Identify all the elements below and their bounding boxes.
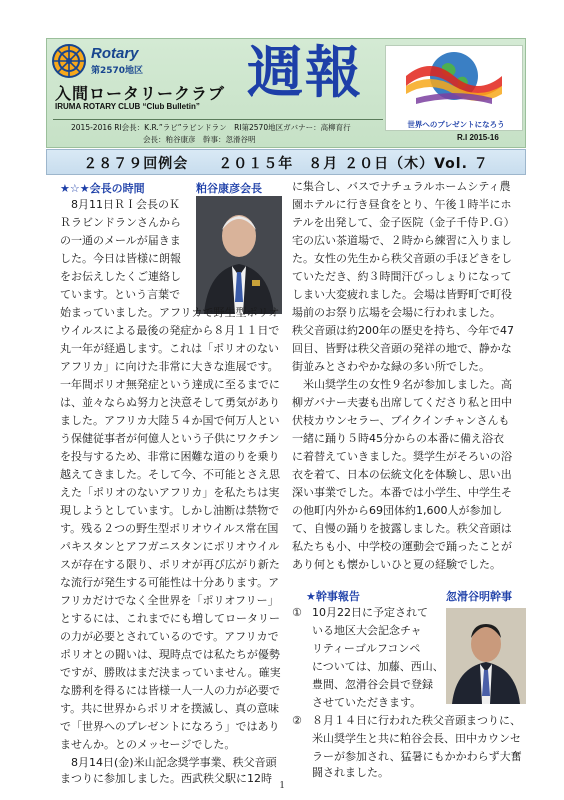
text-line: に着替えていきました。奨学生がそろいの浴: [292, 450, 512, 463]
text-line: 闘されました。: [312, 766, 389, 779]
text-line: う保健従事者が何億人という子供にワクチン: [60, 432, 280, 445]
text-line: テルを出発して、金子医院（金子千侍Ｐ.Ｇ）: [292, 216, 515, 229]
text-line: 豊間、忽滑谷会員で登録: [312, 678, 433, 691]
text-line: の他町内外から69団体約1,600人が参加し: [292, 504, 503, 517]
ri-theme-text: 世界へのプレゼントになろう: [407, 120, 505, 129]
rotary-wheel-icon: [51, 43, 87, 79]
text-line: ですが、勝敗はまだ決まっていません。確実: [60, 666, 281, 679]
text-line: て、自慢の踊りを披露しました。秩父音頭は: [292, 522, 512, 535]
text-line: 越えてきました。そして今、不可能とさえ思: [60, 468, 280, 481]
text-line: 8月11日ＲＩ会長のＫ: [60, 198, 180, 211]
text-line: た。女性の先生から秩父音頭の手ほどきをし: [292, 252, 512, 265]
ri-year: R.I 2015-16: [457, 133, 499, 142]
text-line: リティーゴルフコンペ: [312, 642, 421, 655]
officers-line-1: 2015-2016 RI会長：K.R.”ラビ”ラビンドラン RI第2570地区ガバナー：高柳育行: [71, 123, 351, 132]
text-line: 一緒に踊り５時45分からの本番に備え浴衣: [292, 432, 504, 445]
text-line: 米山奨学生の女性９名が参加しました。高: [292, 378, 512, 391]
text-line: す。残る２つの野生型ポリオウイルス常在国: [60, 522, 279, 535]
list-number: ①: [292, 606, 302, 619]
secretary-portrait-icon: [446, 608, 526, 704]
text-line: ポリオとの闘いは、現時点では私たちが優勢: [60, 648, 280, 661]
text-line: 米山奨学生と共に粕谷会長、田中カウンセ: [312, 732, 521, 745]
text-line: 8月14日(金)米山記念奨学事業、秩父音頭: [60, 756, 277, 769]
section-author-president: 粕谷康彦会長: [196, 182, 262, 195]
header-divider: [53, 119, 383, 120]
meeting-banner: [46, 149, 526, 175]
text-line: した。今日は皆様に朗報: [60, 252, 181, 265]
text-line: いる地区大会記念チャ: [312, 624, 422, 637]
president-photo: [196, 196, 282, 314]
text-line: 宅の広い茶道場で、２時から練習に入りまし: [292, 234, 512, 247]
club-name-en: IRUMA ROTARY CLUB “Club Bulletin”: [55, 102, 200, 111]
globe-ribbon-icon: [386, 46, 522, 120]
text-line: ていただき、約３時間汗びっしょりになって: [292, 270, 512, 283]
text-line: させていただきます。: [312, 696, 422, 709]
bulletin-title: 週報: [247, 40, 363, 106]
text-line: 一年間ポリオ無発症という達成に至るまでに: [60, 378, 280, 391]
president-portrait-icon: [196, 196, 282, 314]
text-line: 衣を着て、日本の伝統文化を体験し、思い出: [292, 468, 512, 481]
text-line: ています。という言葉で: [60, 288, 181, 301]
text-line: をお伝えしたくご連絡し: [60, 270, 181, 283]
text-line: えた「ポリオのないアフリカ」を私たちは実: [60, 486, 280, 499]
club-name-jp: 入間ロータリークラブ: [55, 84, 226, 103]
bulletin-header: [46, 38, 526, 148]
text-line: 街並みとさわやかな緑の多い所でした。: [292, 360, 490, 373]
text-line: な流行が発生する可能性は十分あります。ア: [60, 576, 280, 589]
text-line: 私たちも小、中学校の運動会で踊ったことが: [292, 540, 512, 553]
text-line: 園ホテルに行き昼食をとり、午後１時半にホ: [292, 198, 512, 211]
text-line: については、加藤、西山、: [312, 660, 444, 673]
text-line: で「世界へのプレゼントになろう」ではあり: [60, 720, 280, 733]
text-line: 現しようとしています。しかし油断は禁物で: [60, 504, 280, 517]
text-line: 秩父音頭は約200年の歴史を持ち、今年で47: [292, 324, 514, 337]
text-line: あり何とも懐かしいひと夏の経験でした。: [292, 558, 501, 571]
text-line: パキスタンとアフガニスタンにポリオウイル: [60, 540, 280, 553]
text-line: に集合し、バスでナチュラルホームシティ農: [292, 180, 511, 193]
text-line: 丸一年が経過します。これは「ポリオのない: [60, 342, 280, 355]
text-line: とするには、これまでにも増してロータリー: [60, 612, 280, 625]
text-line: 柳ガバナー夫妻も出席してくださり私と田中: [292, 396, 512, 409]
text-line: 伏枝カウンセラー、ブイクインチャンさんも: [292, 414, 510, 427]
text-line: な勝利を得るには皆様一人一人の力が必要で: [60, 684, 280, 697]
text-line: 深い事業でした。本番では小学生、中学生そ: [292, 486, 512, 499]
officers-line-2: 会長：粕谷康彦 幹事：忽滑谷明: [143, 135, 256, 144]
section-title-secretary: ★幹事報告: [306, 590, 360, 603]
text-line: スが存在する限り、ポリオが再び広がり新た: [60, 558, 280, 571]
text-line: 回目、皆野は秩父音頭の発祥の地で、静かな: [292, 342, 512, 355]
text-line: アフリカ」に向けた非常に大きな進展です。: [60, 360, 279, 373]
text-line: ウイルスによる最後の発症から８月１１日で: [60, 324, 280, 337]
text-line: の力が必要とされているのです。アフリカで: [60, 630, 279, 643]
text-line: を投与するため、非常に困難な道のりを乗り: [60, 450, 280, 463]
text-line: しまい大変疲れました。会場は皆野町で町役: [292, 288, 512, 301]
text-line: 始まっていました。アフリカで野生型ポリオ: [60, 306, 280, 319]
text-line: ませんか。とのメッセージでした。: [60, 738, 236, 751]
text-line: の一通のメールが届きま: [60, 234, 181, 247]
text-line: 場前のお祭り広場を会場に行われました。: [292, 306, 501, 319]
text-line: まつりに参加しました。西武秩父駅に12時: [60, 772, 272, 785]
rotary-wordmark: Rotary: [91, 45, 139, 62]
section-title-president: ★☆★会長の時間: [60, 182, 145, 195]
text-line: 10月22日に予定されて: [312, 606, 428, 619]
text-line: ラーが参加され、猛暑にもかかわらず大奮: [312, 750, 522, 763]
text-line: は、並々ならぬ努力と決意そして勇気があり: [60, 396, 280, 409]
text-line: Ｒラビンドランさんから: [60, 216, 181, 229]
district-label: 第2570地区: [91, 66, 144, 76]
text-line: フリカだけでなく全世界を「ポリオフリー」: [60, 594, 279, 607]
text-line: ８月１４日に行われた秩父音頭まつりに、: [312, 714, 521, 727]
meeting-info: ２８７９回例会 ２０１５年 ８月 ２０日（木）Vol. ７: [83, 156, 489, 172]
list-number: ②: [292, 714, 302, 727]
section-author-secretary: 忽滑谷明幹事: [446, 590, 512, 603]
text-line: ました。アフリカ大陸５４か国で何万人とい: [60, 414, 280, 427]
page-number: 1: [279, 780, 285, 791]
text-line: す。共に世界からポリオを撲滅し、真の意味: [60, 702, 280, 715]
secretary-photo: [446, 608, 526, 704]
